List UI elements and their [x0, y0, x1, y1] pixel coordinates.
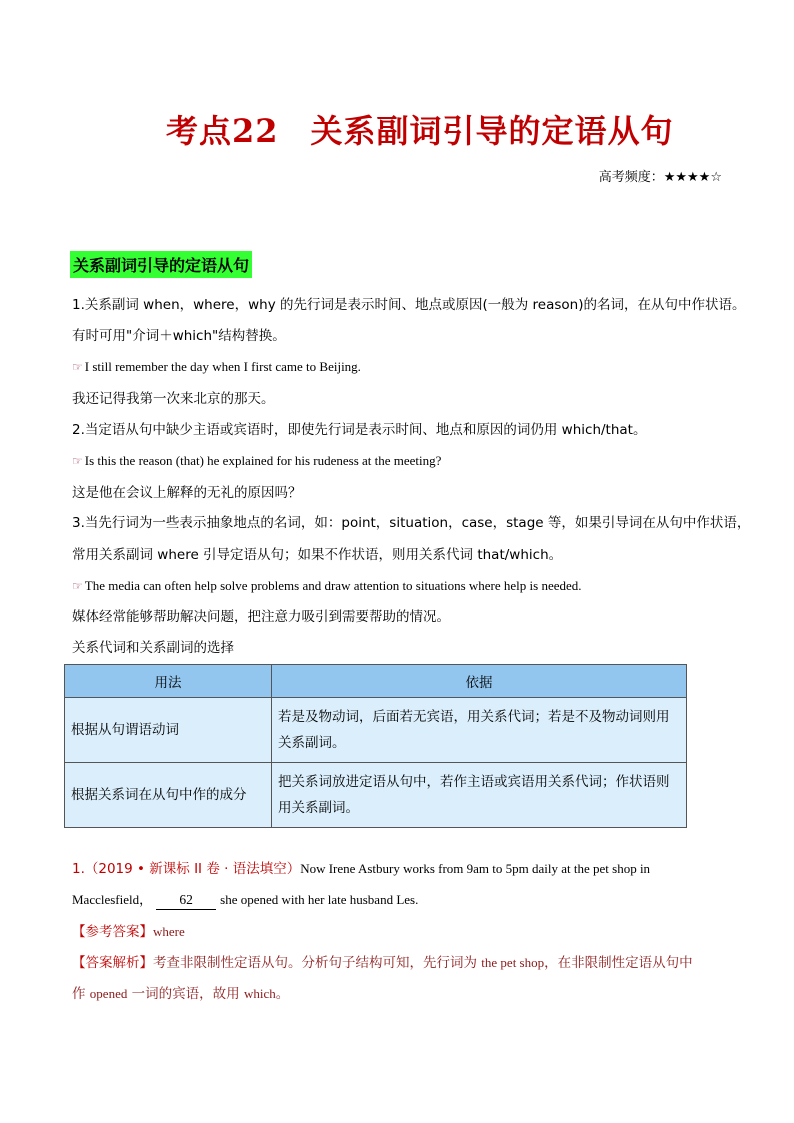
title-number: 考点22: [166, 112, 279, 150]
table-header-usage: 用法: [65, 665, 272, 698]
question-text-start: Macclesfield，: [72, 892, 153, 907]
table-cell-basis: 把关系词放进定语从句中，若作主语或宾语用关系代词；作状语则用关系副词。: [272, 763, 687, 828]
table-header-row: [65, 665, 687, 698]
section-heading: 关系副词引导的定语从句: [70, 251, 252, 278]
title-text: 关系副词引导的定语从句: [310, 112, 674, 150]
question-source: 1.（2019 • 新课标 II 卷 · 语法填空）: [72, 861, 301, 877]
analysis-english: which: [243, 986, 276, 1001]
example-english: Is this the reason (that) he explained for his rudeness at the meeting?: [84, 453, 442, 468]
comparison-table: [64, 664, 687, 828]
answer-label: 【参考答案】: [72, 924, 153, 940]
point-2-line-1: 2.当定语从句中缺少主语或宾语时，即使先行词是表示时间、地点和原因的词仍用 which/that。: [72, 422, 647, 438]
point-1-example: [72, 358, 361, 376]
page-title: [166, 106, 674, 152]
analysis-english: opened: [89, 986, 128, 1001]
analysis-text: ，在非限制性定语从句中: [544, 955, 693, 971]
analysis-text: 作: [72, 986, 90, 1002]
pointing-hand-icon: ☞: [72, 360, 83, 374]
example-english: The media can often help solve problems and draw attention to situations where help is needed.: [84, 578, 582, 593]
answer-blank: 62: [156, 891, 216, 910]
frequency-label: 高考频度：: [598, 170, 664, 185]
analysis-english: the pet shop: [481, 955, 545, 970]
table-caption: 关系代词和关系副词的选择: [72, 640, 234, 656]
table-cell-usage: 根据关系词在从句中作的成分: [65, 763, 272, 828]
point-3-line-2: 常用关系副词 where 引导定语从句；如果不作状语，则用关系代词 that/which。: [72, 547, 563, 563]
example-english: I still remember the day when I first came to Beijing.: [84, 359, 361, 374]
table-row: [65, 763, 687, 828]
frequency-stars: ★★★★☆: [663, 170, 722, 185]
answer-value: where: [153, 924, 185, 939]
answer-analysis-line-1: [72, 954, 693, 972]
analysis-text: 考查非限制性定语从句。分析句子结构可知，先行词为: [153, 955, 482, 971]
reference-answer: [72, 923, 185, 941]
point-3-example: [72, 577, 582, 595]
analysis-text: 。: [275, 986, 290, 1002]
analysis-label: 【答案解析】: [72, 955, 153, 971]
exam-frequency: [599, 166, 722, 185]
answer-analysis-line-2: [72, 985, 289, 1003]
pointing-hand-icon: ☞: [72, 454, 83, 468]
question-line-1: [72, 860, 650, 878]
point-2-example: [72, 452, 441, 470]
point-3-line-1: 3.当先行词为一些表示抽象地点的名词，如：point，situation，case，stage 等，如果引导词在从句中作状语，: [72, 515, 751, 531]
point-2-translation: 这是他在会议上解释的无礼的原因吗？: [72, 485, 302, 501]
table-header-basis: 依据: [272, 665, 687, 698]
point-3-translation: 媒体经常能够帮助解决问题，把注意力吸引到需要帮助的情况。: [72, 609, 450, 625]
point-1-translation: 我还记得我第一次来北京的那天。: [72, 391, 275, 407]
question-text-end: she opened with her late husband Les.: [220, 892, 419, 907]
table-row: [65, 698, 687, 763]
pointing-hand-icon: ☞: [72, 579, 83, 593]
point-1-line-1: 1.关系副词 when，where，why 的先行词是表示时间、地点或原因(一般为 reason)的名词，在从句中作状语。: [72, 297, 746, 313]
table-cell-usage: 根据从句谓语动词: [65, 698, 272, 763]
table-cell-basis: 若是及物动词，后面若无宾语，用关系代词；若是不及物动词则用关系副词。: [272, 698, 687, 763]
question-line-2: [72, 891, 418, 910]
analysis-text: 一词的宾语，故用: [127, 986, 244, 1002]
question-text: Now Irene Astbury works from 9am to 5pm daily at the pet shop in: [300, 861, 651, 876]
point-1-line-2: 有时可用"介词＋which"结构替换。: [72, 328, 286, 344]
